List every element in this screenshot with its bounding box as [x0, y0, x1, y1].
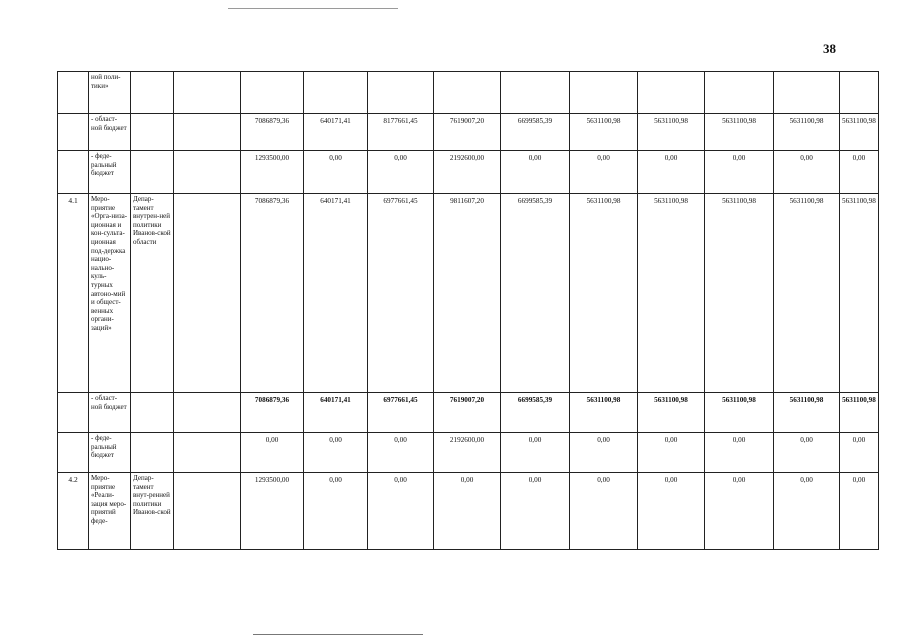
measure-name-cell: Меро-приятие «Реали-зация меро-приятий феде-	[89, 473, 131, 550]
amount-cell: 7086879,36	[241, 114, 304, 151]
executor-cell: Депар-тамент внутрен-ней политики Иванов-ской области	[131, 194, 174, 393]
empty-cell	[174, 194, 241, 393]
table-row	[58, 393, 879, 433]
amount-cell: 0,00	[840, 433, 879, 473]
amount-cell: 0,00	[304, 473, 368, 550]
amount-cell: 0,00	[501, 473, 570, 550]
table-row	[58, 72, 879, 114]
scan-artifact-top	[228, 8, 398, 9]
amount-cell: 5631100,98	[705, 393, 774, 433]
amount-cell: 0,00	[304, 151, 368, 194]
amount-cell: 5631100,98	[840, 393, 879, 433]
amount-cell: 6699585,39	[501, 114, 570, 151]
amount-cell: 0,00	[638, 473, 705, 550]
amount-cell	[501, 72, 570, 114]
amount-cell: 0,00	[434, 473, 501, 550]
amount-cell: 5631100,98	[774, 393, 840, 433]
row-index-cell: 4.2	[58, 473, 89, 550]
amount-cell: 5631100,98	[638, 194, 705, 393]
amount-cell	[304, 72, 368, 114]
amount-cell: 0,00	[705, 433, 774, 473]
row-index-cell	[58, 151, 89, 194]
amount-cell: 5631100,98	[840, 194, 879, 393]
empty-cell	[174, 114, 241, 151]
amount-cell: 5631100,98	[570, 194, 638, 393]
amount-cell: 0,00	[368, 433, 434, 473]
amount-cell: 5631100,98	[570, 114, 638, 151]
table-row	[58, 473, 879, 550]
table-row	[58, 194, 879, 393]
amount-cell: 6977661,45	[368, 194, 434, 393]
amount-cell: 0,00	[774, 433, 840, 473]
amount-cell: 6977661,45	[368, 393, 434, 433]
amount-cell: 5631100,98	[774, 194, 840, 393]
measure-name-cell: - област-ной бюджет	[89, 114, 131, 151]
amount-cell: 0,00	[774, 473, 840, 550]
amount-cell: 2192600,00	[434, 151, 501, 194]
executor-cell	[131, 72, 174, 114]
amount-cell: 0,00	[501, 433, 570, 473]
amount-cell: 640171,41	[304, 393, 368, 433]
amount-cell: 7086879,36	[241, 393, 304, 433]
amount-cell: 0,00	[840, 473, 879, 550]
amount-cell: 5631100,98	[638, 114, 705, 151]
executor-cell	[131, 151, 174, 194]
amount-cell	[705, 72, 774, 114]
amount-cell: 0,00	[501, 151, 570, 194]
amount-cell: 0,00	[774, 151, 840, 194]
amount-cell	[774, 72, 840, 114]
amount-cell: 7086879,36	[241, 194, 304, 393]
measure-name-cell: - област-ной бюджет	[89, 393, 131, 433]
measure-name-cell: Меро-приятие «Орга-низа-ционная и кон-сульта-ционная под-держка нацио-нально-куль-турных автоно-мий и общест-венных органи-заций»	[89, 194, 131, 393]
amount-cell: 0,00	[638, 433, 705, 473]
amount-cell: 0,00	[368, 473, 434, 550]
amount-cell	[840, 72, 879, 114]
row-index-cell	[58, 433, 89, 473]
amount-cell	[434, 72, 501, 114]
amount-cell	[241, 72, 304, 114]
empty-cell	[174, 72, 241, 114]
executor-cell: Депар-тамент внут-ренней политики Иванов-ской	[131, 473, 174, 550]
amount-cell: 0,00	[570, 433, 638, 473]
table-row	[58, 114, 879, 151]
amount-cell: 0,00	[570, 151, 638, 194]
amount-cell: 6699585,39	[501, 393, 570, 433]
amount-cell: 0,00	[241, 433, 304, 473]
row-index-cell	[58, 393, 89, 433]
amount-cell: 0,00	[368, 151, 434, 194]
amount-cell	[570, 72, 638, 114]
amount-cell: 5631100,98	[705, 114, 774, 151]
table-row	[58, 433, 879, 473]
amount-cell: 0,00	[304, 433, 368, 473]
amount-cell: 1293500,00	[241, 473, 304, 550]
empty-cell	[174, 433, 241, 473]
amount-cell: 0,00	[840, 151, 879, 194]
page-number: 38	[823, 41, 836, 56]
measure-name-cell: - феде-ральный бюджет	[89, 151, 131, 194]
amount-cell: 5631100,98	[638, 393, 705, 433]
amount-cell: 0,00	[705, 473, 774, 550]
amount-cell: 5631100,98	[840, 114, 879, 151]
row-index-cell	[58, 114, 89, 151]
scan-artifact-bottom	[253, 634, 423, 635]
empty-cell	[174, 393, 241, 433]
amount-cell: 0,00	[638, 151, 705, 194]
amount-cell: 8177661,45	[368, 114, 434, 151]
executor-cell	[131, 393, 174, 433]
executor-cell	[131, 114, 174, 151]
amount-cell	[368, 72, 434, 114]
amount-cell: 5631100,98	[705, 194, 774, 393]
empty-cell	[174, 151, 241, 194]
executor-cell	[131, 433, 174, 473]
empty-cell	[174, 473, 241, 550]
amount-cell: 2192600,00	[434, 433, 501, 473]
amount-cell: 5631100,98	[774, 114, 840, 151]
table-row	[58, 151, 879, 194]
amount-cell: 1293500,00	[241, 151, 304, 194]
amount-cell: 0,00	[570, 473, 638, 550]
amount-cell: 7619007,20	[434, 393, 501, 433]
amount-cell: 640171,41	[304, 114, 368, 151]
amount-cell: 5631100,98	[570, 393, 638, 433]
measure-name-cell: ной поли-тики»	[89, 72, 131, 114]
amount-cell: 9811607,20	[434, 194, 501, 393]
amount-cell: 0,00	[705, 151, 774, 194]
measure-name-cell: - феде-ральный бюджет	[89, 433, 131, 473]
row-index-cell: 4.1	[58, 194, 89, 393]
amount-cell: 640171,41	[304, 194, 368, 393]
amount-cell: 6699585,39	[501, 194, 570, 393]
amount-cell: 7619007,20	[434, 114, 501, 151]
row-index-cell	[58, 72, 89, 114]
amount-cell	[638, 72, 705, 114]
budget-table	[57, 71, 879, 550]
